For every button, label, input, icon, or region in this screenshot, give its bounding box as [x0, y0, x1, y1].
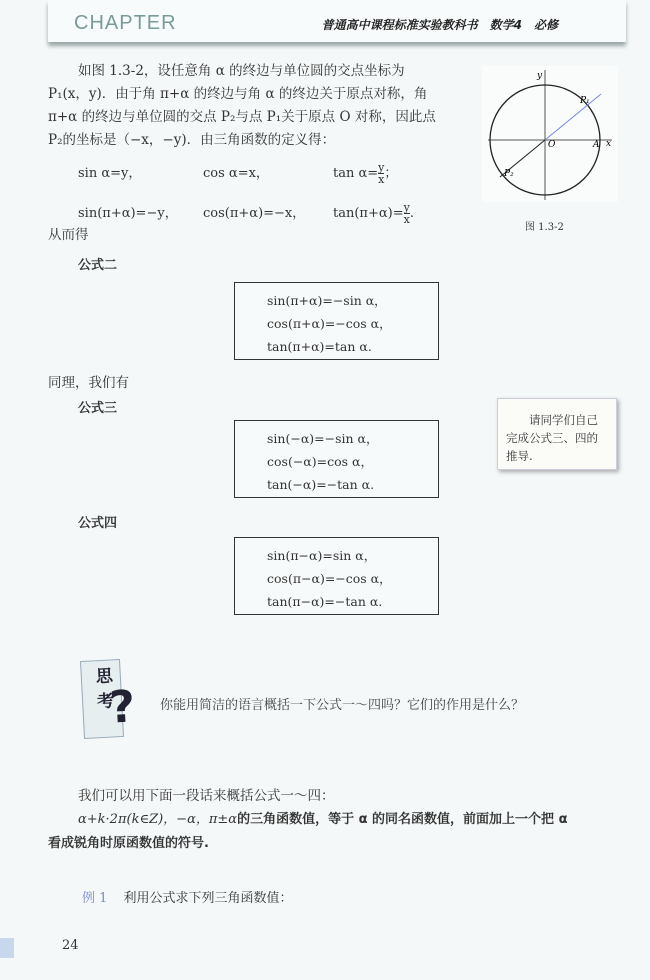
formula-line: tan(π+α)=tan α. — [267, 339, 372, 354]
intro-line: P₁(x，y)．由于角 π+α 的终边与角 α 的终边关于原点对称，角 — [48, 86, 428, 102]
formula-line: cos(π+α)=−cos α， — [267, 316, 392, 331]
intro-line: π+α 的终边与单位圆的交点 P₂与点 P₁关于原点 O 对称，因此点 — [48, 109, 436, 125]
thus-text: 从而得 — [48, 227, 89, 243]
summary-lead: 我们可以用下面一段话来概括公式一～四： — [78, 788, 335, 804]
think-question: 你能用简洁的语言概括一下公式一～四吗？它们的作用是什么？ — [160, 698, 525, 713]
formula-line: sin(π−α)=sin α， — [267, 548, 377, 563]
formula-4-box — [234, 537, 439, 615]
svg-text:P₂: P₂ — [504, 169, 514, 179]
svg-text:x: x — [606, 139, 612, 149]
example-label: 例 1 — [82, 891, 108, 906]
page-header — [48, 0, 626, 42]
tan-pi-def: tan(π+α)= $\frac{y}{x}$ . — [333, 201, 414, 226]
example-text: 利用公式求下列三角函数值： — [123, 891, 293, 906]
formula-line: cos(π−α)=−cos α， — [267, 571, 392, 586]
page-number: 24 — [62, 938, 79, 953]
figure-caption: 图 1.3-2 — [525, 222, 564, 233]
page-edge-marker — [0, 938, 14, 958]
tan-def: tan α= $\frac{y}{x}$ ； — [333, 161, 398, 186]
similarly-text: 同理，我们有 — [48, 375, 129, 391]
formula-line: sin(π+α)=−sin α， — [267, 293, 387, 308]
sin-pi-def: sin(π+α)=−y， — [78, 206, 178, 221]
formula-line: tan(−α)=−tan α. — [267, 477, 375, 492]
cos-pi-def: cos(π+α)=−x， — [203, 206, 306, 221]
formula-2-title: 公式二 — [78, 258, 118, 273]
definition-row — [78, 161, 398, 186]
formula-4-title: 公式四 — [78, 516, 118, 531]
cos-def: cos α=x， — [203, 166, 269, 181]
svg-text:P₁: P₁ — [580, 96, 590, 106]
formula-line: sin(−α)=−sin α， — [267, 431, 379, 446]
intro-line: 如图 1.3-2，设任意角 α 的终边与单位圆的交点坐标为 — [78, 63, 405, 79]
summary-math: α+k·2π(k∈Z)，−α，π±α — [78, 812, 238, 827]
svg-text:y: y — [537, 71, 543, 81]
unit-circle-figure — [482, 66, 618, 202]
svg-text:O: O — [548, 140, 556, 150]
sin-def: sin α=y， — [78, 166, 142, 181]
book-title: 普通高中课程标准实验教科书 数学4 必修 — [321, 18, 558, 32]
formula-line: tan(π−α)=−tan α. — [267, 594, 383, 609]
svg-text:A: A — [593, 140, 600, 150]
chapter-label: CHAPTER — [74, 12, 177, 34]
think-icon: 思考 ? — [80, 659, 124, 739]
definition-row — [78, 201, 414, 226]
formula-line: cos(−α)=cos α， — [267, 454, 373, 469]
summary-line-2: 看成锐角时原函数值的符号. — [48, 836, 209, 851]
side-note: 请同学们自己完成公式三、四的推导. — [497, 398, 617, 470]
formula-3-title: 公式三 — [78, 401, 118, 416]
summary-text: 的三角函数值，等于 α 的同名函数值，前面加上一个把 α — [237, 812, 568, 827]
formula-2-box — [234, 282, 439, 360]
formula-3-box — [234, 420, 439, 498]
example-1 — [82, 887, 293, 906]
intro-line: P₂的坐标是（−x，−y)．由三角函数的定义得： — [48, 132, 336, 148]
summary-line — [78, 808, 568, 827]
